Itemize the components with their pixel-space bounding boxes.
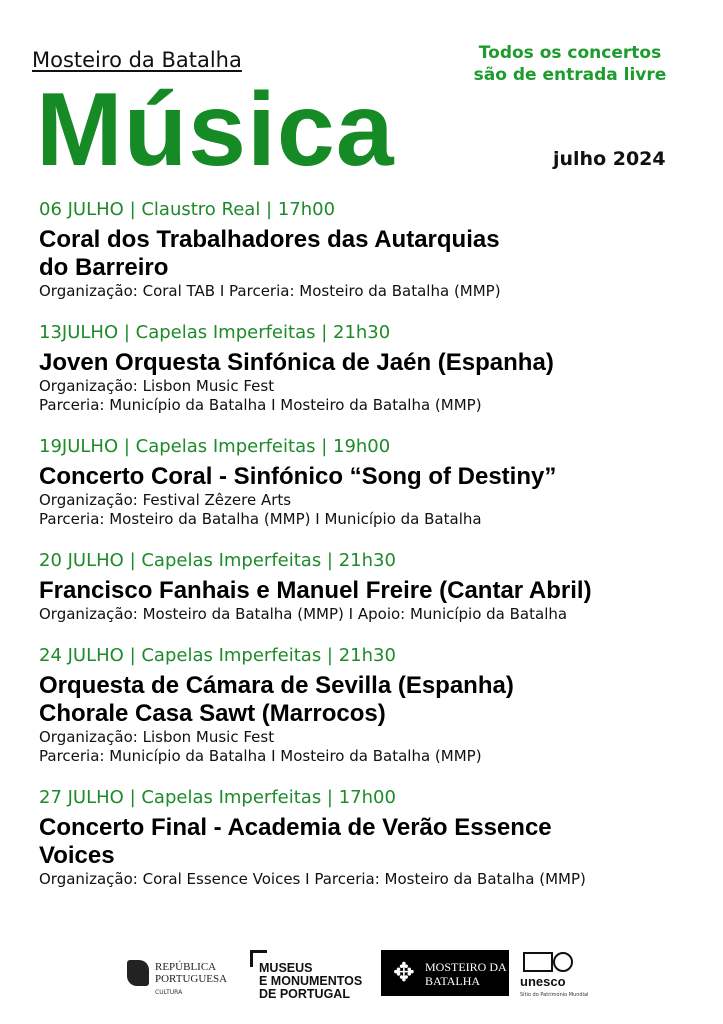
event-credit: Organização: Coral Essence Voices I Parceria: Mosteiro da Batalha (MMP) — [39, 870, 586, 888]
republica-logo-text: REPÚBLICA PORTUGUESA — [155, 961, 228, 985]
page-title: Música — [36, 72, 395, 188]
event-date: 24 JULHO | Capelas Imperfeitas | 21h30 — [39, 645, 396, 666]
event-credit: Organização: Mosteiro da Batalha (MMP) I Apoio: Município da Batalha — [39, 605, 568, 623]
event-credit: Organização: Lisbon Music Fest — [39, 377, 275, 395]
free-entry-note: Todos os concertos são de entrada livre — [473, 43, 667, 85]
event-credit: Parceria: Mosteiro da Batalha (MMP) I Município da Batalha — [39, 510, 482, 528]
event-name: Concerto Final - Academia de Verão Essence Voices — [39, 814, 552, 869]
unesco-temple-icon — [523, 952, 553, 972]
partner-logos — [0, 946, 723, 1006]
cross-icon: ✥ — [393, 958, 415, 988]
republica-logo-sub: CULTURA — [155, 989, 183, 996]
event-date: 06 JULHO | Claustro Real | 17h00 — [39, 199, 336, 220]
event-item — [39, 644, 709, 766]
unesco-logo-sub: Sítio do Património Mundial — [520, 992, 589, 998]
event-item — [39, 321, 709, 415]
event-credit: Parceria: Município da Batalha I Mosteiro da Batalha (MMP) — [39, 396, 482, 414]
event-name: Coral dos Trabalhadores das Autarquias do Barreiro — [39, 226, 500, 281]
museus-monumentos-logo — [250, 950, 372, 1002]
event-date: 20 JULHO | Capelas Imperfeitas | 21h30 — [39, 550, 396, 571]
mmp-logo-text: MUSEUS E MONUMENTOS DE PORTUGAL — [259, 961, 363, 1001]
event-credit: Organização: Festival Zêzere Arts — [39, 491, 292, 509]
event-item — [39, 786, 709, 889]
event-date: 13JULHO | Capelas Imperfeitas | 21h30 — [39, 322, 391, 343]
republica-portuguesa-logo — [127, 958, 242, 998]
event-credit: Organização: Lisbon Music Fest — [39, 728, 275, 746]
event-name: Orquesta de Cámara de Sevilla (Espanha) Chorale Casa Sawt (Marrocos) — [39, 672, 514, 727]
event-name: Concerto Coral - Sinfónico “Song of Destiny” — [39, 463, 557, 490]
world-heritage-icon — [553, 952, 573, 972]
mosteiro-batalha-logo — [381, 950, 509, 996]
event-name: Joven Orquesta Sinfónica de Jaén (Espanha) — [39, 349, 554, 376]
event-credit: Parceria: Município da Batalha I Mosteiro da Batalha (MMP) — [39, 747, 482, 765]
event-item — [39, 549, 709, 624]
event-credit: Organização: Coral TAB I Parceria: Mosteiro da Batalha (MMP) — [39, 282, 501, 300]
event-name: Francisco Fanhais e Manuel Freire (Cantar Abril) — [39, 577, 592, 604]
unesco-logo — [520, 952, 589, 1000]
event-item — [39, 198, 709, 301]
month-label: julho 2024 — [553, 148, 666, 170]
event-date: 27 JULHO | Capelas Imperfeitas | 17h00 — [39, 787, 396, 808]
republica-emblem-icon — [127, 960, 149, 986]
mosteiro-logo-text: MOSTEIRO DA BATALHA — [425, 960, 507, 988]
unesco-logo-text: unesco — [520, 974, 566, 989]
event-date: 19JULHO | Capelas Imperfeitas | 19h00 — [39, 436, 391, 457]
events-list — [39, 198, 709, 909]
venue-heading: Mosteiro da Batalha — [32, 48, 242, 72]
event-item — [39, 435, 709, 529]
